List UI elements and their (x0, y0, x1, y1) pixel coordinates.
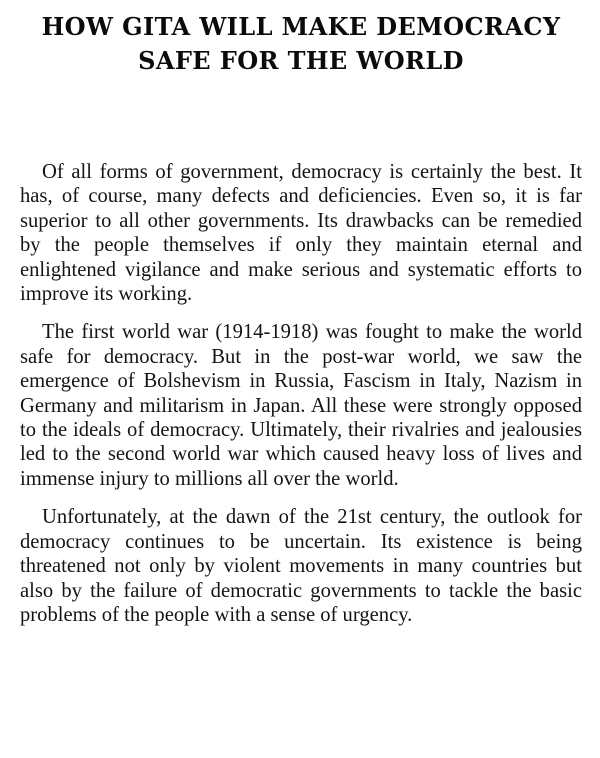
chapter-title-line-2: SAFE FOR THE WORLD (138, 46, 464, 75)
paragraph-2: The first world war (1914-1918) was fought to make the world safe for democracy. But in the post-war world, we saw the emergence of Bolshevism in Russia, Fascism in Italy, Nazism in Germany and militarism in Japan. All these were strongly opposed to the ideals of democracy. Ultimately, their rivalries and jealousies led to the second world war which caused heavy loss of lives and immense injury to millions all over the world. (20, 321, 582, 490)
paragraph-1: Of all forms of government, democracy is certainly the best. It has, of course, many defects and deficiencies. Even so, it is far superior to all other governments. Its drawbacks can be remedied by the people themselves if only they maintain eternal and enlightened vigilance and make serious and systematic efforts to improve its working. (20, 161, 582, 306)
body-text (20, 160, 582, 627)
chapter-title (20, 10, 582, 78)
chapter-title-line-1: HOW GITA WILL MAKE DEMOCRACY (41, 12, 561, 41)
paragraph-3: Unfortunately, at the dawn of the 21st century, the outlook for democracy continues to be uncertain. Its existence is being threatened not only by violent movements in many countries but also by the failure of democratic governments to tackle the basic problems of the people with a sense of urgency. (20, 506, 582, 626)
